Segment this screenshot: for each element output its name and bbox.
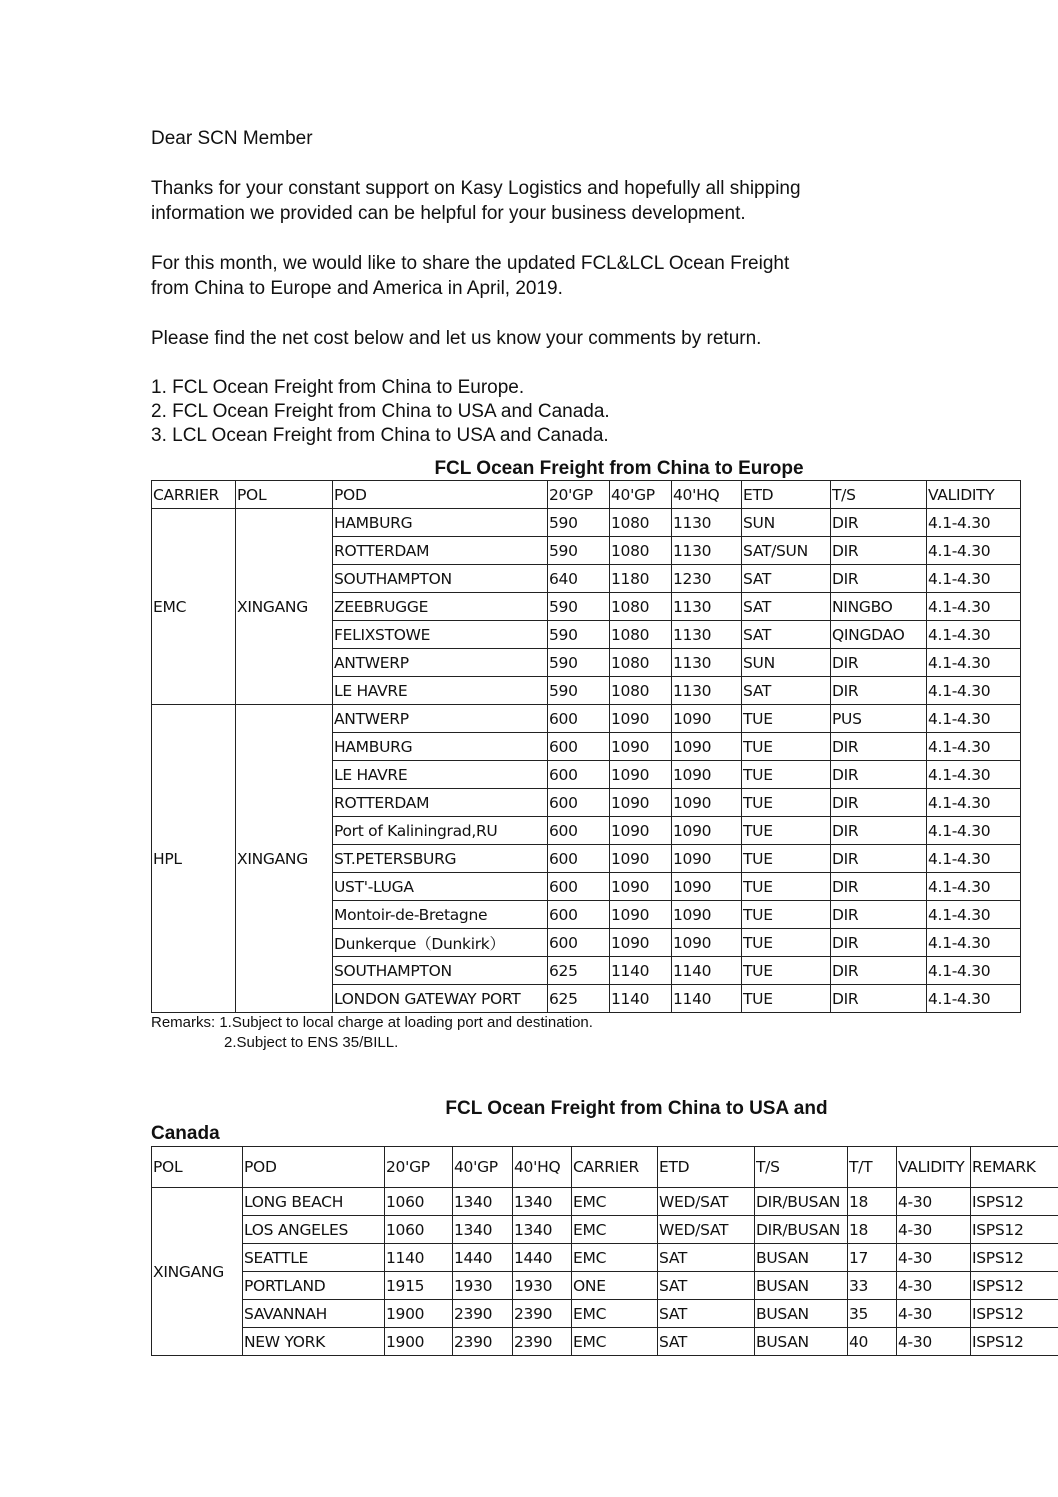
table-header-row (152, 1147, 1058, 1188)
column-header: 40'GP (610, 481, 672, 509)
table-cell: 4-30 (897, 1244, 971, 1272)
table-cell: 1900 (385, 1328, 453, 1356)
pol-cell: XINGANG (236, 509, 333, 705)
table-cell: LOS ANGELES (243, 1216, 385, 1244)
table-cell: 17 (848, 1244, 897, 1272)
list-item: 2. FCL Ocean Freight from China to USA and Canada. (151, 401, 610, 422)
table-cell: DIR (831, 957, 927, 985)
table-cell: DIR (831, 761, 927, 789)
column-header: VALIDITY (927, 481, 1021, 509)
table-row (152, 1328, 1058, 1356)
table-cell: 1340 (453, 1188, 513, 1216)
table-cell: 4.1-4.30 (927, 677, 1021, 705)
table-cell: 600 (548, 733, 610, 761)
table-cell: 4.1-4.30 (927, 537, 1021, 565)
table-cell: SAT (658, 1244, 755, 1272)
table-cell: 1090 (610, 761, 672, 789)
table-cell: ST.PETERSBURG (333, 845, 548, 873)
usa-table-title: FCL Ocean Freight from China to USA and (445, 1098, 828, 1119)
europe-rate-table (151, 480, 1021, 1013)
thanks-line: Thanks for your constant support on Kasy Logistics and hopefully all shipping (151, 178, 801, 199)
table-cell: BUSAN (755, 1328, 848, 1356)
table-cell: SAT (658, 1272, 755, 1300)
table-cell: SUN (742, 509, 831, 537)
table-cell: TUE (742, 761, 831, 789)
table-cell: 40 (848, 1328, 897, 1356)
table-cell: 1130 (672, 649, 742, 677)
column-header: VALIDITY (897, 1147, 971, 1188)
column-header: 20'GP (385, 1147, 453, 1188)
table-cell: SAT (658, 1300, 755, 1328)
table-cell: 1130 (672, 593, 742, 621)
table-cell: 1340 (513, 1188, 572, 1216)
table-cell: ISPS12 (971, 1188, 1058, 1216)
table-cell: 1140 (385, 1244, 453, 1272)
table-cell: 35 (848, 1300, 897, 1328)
table-cell: 1090 (610, 845, 672, 873)
table-cell: HAMBURG (333, 509, 548, 537)
table-cell: 4-30 (897, 1216, 971, 1244)
europe-table-title: FCL Ocean Freight from China to Europe (434, 458, 804, 479)
table-cell: 4.1-4.30 (927, 565, 1021, 593)
table-cell: 1090 (672, 733, 742, 761)
table-row (152, 509, 1021, 537)
table-row (152, 705, 1021, 733)
table-cell: 1900 (385, 1300, 453, 1328)
table-cell: 4.1-4.30 (927, 705, 1021, 733)
table-cell: 590 (548, 621, 610, 649)
thanks-line: information we provided can be helpful for your business development. (151, 203, 746, 224)
table-cell: 1230 (672, 565, 742, 593)
table-cell: 1090 (672, 873, 742, 901)
table-cell: EMC (572, 1188, 658, 1216)
table-cell: 4.1-4.30 (927, 621, 1021, 649)
column-header: POL (236, 481, 333, 509)
table-cell: 600 (548, 789, 610, 817)
table-cell: HAMBURG (333, 733, 548, 761)
table-cell: 4.1-4.30 (927, 733, 1021, 761)
column-header: T/T (848, 1147, 897, 1188)
table-cell: NINGBO (831, 593, 927, 621)
table-cell: 590 (548, 677, 610, 705)
table-row (152, 1216, 1058, 1244)
table-cell: 2390 (453, 1328, 513, 1356)
table-cell: 4-30 (897, 1328, 971, 1356)
table-cell: ANTWERP (333, 705, 548, 733)
table-cell: DIR (831, 985, 927, 1013)
table-cell: 1090 (610, 733, 672, 761)
table-cell: BUSAN (755, 1300, 848, 1328)
column-header: 40'HQ (513, 1147, 572, 1188)
table-cell: ISPS12 (971, 1328, 1058, 1356)
table-cell: ISPS12 (971, 1216, 1058, 1244)
table-cell: 1090 (672, 929, 742, 957)
table-cell: DIR (831, 789, 927, 817)
table-cell: SOUTHAMPTON (333, 565, 548, 593)
table-cell: 18 (848, 1188, 897, 1216)
greeting: Dear SCN Member (151, 128, 313, 149)
table-cell: TUE (742, 817, 831, 845)
table-cell: 600 (548, 845, 610, 873)
column-header: ETD (742, 481, 831, 509)
table-cell: EMC (572, 1300, 658, 1328)
table-cell: 590 (548, 649, 610, 677)
table-cell: ROTTERDAM (333, 789, 548, 817)
table-cell: FELIXSTOWE (333, 621, 548, 649)
column-header: POD (333, 481, 548, 509)
table-cell: ONE (572, 1272, 658, 1300)
table-cell: LONDON GATEWAY PORT (333, 985, 548, 1013)
table-cell: TUE (742, 733, 831, 761)
table-cell: 590 (548, 537, 610, 565)
pol-cell: XINGANG (236, 705, 333, 1013)
table-cell: Port of Kaliningrad,RU (333, 817, 548, 845)
table-cell: SUN (742, 649, 831, 677)
table-cell: 1130 (672, 537, 742, 565)
table-cell: 1090 (672, 817, 742, 845)
table-cell: DIR (831, 677, 927, 705)
table-cell: 1140 (672, 957, 742, 985)
table-cell: ISPS12 (971, 1272, 1058, 1300)
table-cell: 625 (548, 957, 610, 985)
list-item: 3. LCL Ocean Freight from China to USA and Canada. (151, 425, 609, 446)
table-cell: 600 (548, 761, 610, 789)
table-cell: DIR (831, 845, 927, 873)
table-cell: 1090 (672, 845, 742, 873)
table-cell: LE HAVRE (333, 761, 548, 789)
table-cell: TUE (742, 873, 831, 901)
column-header: POL (152, 1147, 243, 1188)
table-cell: 1915 (385, 1272, 453, 1300)
table-cell: BUSAN (755, 1272, 848, 1300)
table-cell: 1140 (610, 957, 672, 985)
table-cell: 1090 (610, 873, 672, 901)
table-cell: 4.1-4.30 (927, 817, 1021, 845)
carrier-cell: HPL (152, 705, 236, 1013)
table-cell: SAT/SUN (742, 537, 831, 565)
table-cell: DIR/BUSAN (755, 1216, 848, 1244)
table-cell: DIR (831, 901, 927, 929)
table-row (152, 1188, 1058, 1216)
table-cell: TUE (742, 789, 831, 817)
table-cell: 4-30 (897, 1300, 971, 1328)
table-cell: 1080 (610, 509, 672, 537)
table-cell: 1930 (513, 1272, 572, 1300)
table-cell: 600 (548, 901, 610, 929)
table-cell: SOUTHAMPTON (333, 957, 548, 985)
table-cell: SAT (658, 1328, 755, 1356)
table-cell: TUE (742, 985, 831, 1013)
find-paragraph: Please find the net cost below and let us know your comments by return. (151, 328, 762, 349)
share-line: from China to Europe and America in April, 2019. (151, 278, 563, 299)
remark-line: Remarks: 1.Subject to local charge at loading port and destination. (151, 1014, 593, 1031)
table-cell: PORTLAND (243, 1272, 385, 1300)
table-cell: EMC (572, 1328, 658, 1356)
table-cell: Montoir-de-Bretagne (333, 901, 548, 929)
table-cell: 4.1-4.30 (927, 761, 1021, 789)
column-header: 40'GP (453, 1147, 513, 1188)
table-cell: UST'-LUGA (333, 873, 548, 901)
table-cell: 625 (548, 985, 610, 1013)
table-cell: 600 (548, 817, 610, 845)
table-cell: 600 (548, 705, 610, 733)
table-cell: SAT (742, 593, 831, 621)
table-cell: NEW YORK (243, 1328, 385, 1356)
table-cell: 600 (548, 873, 610, 901)
table-cell: 4.1-4.30 (927, 509, 1021, 537)
list-item: 1. FCL Ocean Freight from China to Europe. (151, 377, 525, 398)
table-cell: WED/SAT (658, 1216, 755, 1244)
table-cell: DIR (831, 649, 927, 677)
column-header: ETD (658, 1147, 755, 1188)
table-cell: DIR (831, 537, 927, 565)
table-cell: 600 (548, 929, 610, 957)
table-cell: 1130 (672, 509, 742, 537)
table-cell: 640 (548, 565, 610, 593)
table-cell: SAVANNAH (243, 1300, 385, 1328)
table-cell: DIR (831, 817, 927, 845)
table-cell: BUSAN (755, 1244, 848, 1272)
usa-section (151, 1098, 1058, 1356)
table-cell: 1090 (610, 901, 672, 929)
table-cell: 1090 (672, 901, 742, 929)
share-paragraph (151, 251, 1031, 301)
table-cell: DIR (831, 873, 927, 901)
column-header: T/S (831, 481, 927, 509)
column-header: CARRIER (572, 1147, 658, 1188)
table-cell: DIR/BUSAN (755, 1188, 848, 1216)
table-cell: 4.1-4.30 (927, 957, 1021, 985)
table-cell: 4.1-4.30 (927, 929, 1021, 957)
table-cell: LE HAVRE (333, 677, 548, 705)
table-cell: EMC (572, 1216, 658, 1244)
table-cell: 1080 (610, 621, 672, 649)
table-cell: 4.1-4.30 (927, 873, 1021, 901)
table-cell: 590 (548, 593, 610, 621)
remark-line: 2.Subject to ENS 35/BILL. (224, 1034, 399, 1051)
table-cell: 4.1-4.30 (927, 649, 1021, 677)
contents-list (151, 376, 1031, 448)
table-cell: TUE (742, 957, 831, 985)
usa-rate-table (151, 1146, 1058, 1356)
table-cell: 1440 (453, 1244, 513, 1272)
column-header: REMARK (971, 1147, 1058, 1188)
table-cell: 1140 (672, 985, 742, 1013)
table-cell: 1060 (385, 1188, 453, 1216)
table-cell: 4.1-4.30 (927, 789, 1021, 817)
table-cell: 1140 (610, 985, 672, 1013)
table-cell: SAT (742, 677, 831, 705)
table-cell: Dunkerque（Dunkirk） (333, 929, 548, 957)
table-cell: 4.1-4.30 (927, 985, 1021, 1013)
table-cell: 1130 (672, 621, 742, 649)
column-header: 40'HQ (672, 481, 742, 509)
table-cell: 1080 (610, 677, 672, 705)
share-line: For this month, we would like to share the updated FCL&LCL Ocean Freight (151, 253, 790, 274)
table-cell: 4.1-4.30 (927, 845, 1021, 873)
table-cell: 1090 (610, 705, 672, 733)
column-header: T/S (755, 1147, 848, 1188)
table-cell: 1090 (672, 705, 742, 733)
column-header: CARRIER (152, 481, 236, 509)
table-cell: ANTWERP (333, 649, 548, 677)
table-cell: 1090 (610, 789, 672, 817)
table-row (152, 1272, 1058, 1300)
table-cell: 2390 (513, 1300, 572, 1328)
table-cell: 590 (548, 509, 610, 537)
table-header-row (152, 481, 1021, 509)
table-cell: 2390 (453, 1300, 513, 1328)
column-header: POD (243, 1147, 385, 1188)
table-cell: 1090 (672, 789, 742, 817)
table-cell: 2390 (513, 1328, 572, 1356)
table-cell: DIR (831, 929, 927, 957)
pol-cell: XINGANG (152, 1188, 243, 1356)
table-cell: PUS (831, 705, 927, 733)
table-cell: TUE (742, 845, 831, 873)
table-cell: 1090 (610, 817, 672, 845)
table-cell: 1090 (672, 761, 742, 789)
table-cell: 1090 (610, 929, 672, 957)
table-cell: 1340 (513, 1216, 572, 1244)
table-cell: ZEEBRUGGE (333, 593, 548, 621)
table-cell: SAT (742, 621, 831, 649)
table-cell: QINGDAO (831, 621, 927, 649)
table-cell: TUE (742, 929, 831, 957)
table-cell: 4-30 (897, 1272, 971, 1300)
table-cell: 1080 (610, 593, 672, 621)
table-cell: 4.1-4.30 (927, 593, 1021, 621)
table-cell: 1080 (610, 537, 672, 565)
table-cell: EMC (572, 1244, 658, 1272)
table-cell: ISPS12 (971, 1300, 1058, 1328)
table-cell: LONG BEACH (243, 1188, 385, 1216)
table-cell: SEATTLE (243, 1244, 385, 1272)
table-cell: 4-30 (897, 1188, 971, 1216)
table-row (152, 1300, 1058, 1328)
table-cell: DIR (831, 733, 927, 761)
table-cell: WED/SAT (658, 1188, 755, 1216)
table-cell: 33 (848, 1272, 897, 1300)
table-cell: 1060 (385, 1216, 453, 1244)
table-cell: 1930 (453, 1272, 513, 1300)
table-cell: DIR (831, 565, 927, 593)
thanks-paragraph (151, 176, 1031, 226)
table-cell: ISPS12 (971, 1244, 1058, 1272)
table-cell: ROTTERDAM (333, 537, 548, 565)
table-cell: SAT (742, 565, 831, 593)
table-cell: DIR (831, 509, 927, 537)
table-cell: 4.1-4.30 (927, 901, 1021, 929)
table-cell: TUE (742, 901, 831, 929)
table-cell: 1180 (610, 565, 672, 593)
table-cell: 1440 (513, 1244, 572, 1272)
usa-table-title-continued: Canada (151, 1123, 220, 1144)
table-cell: 1130 (672, 677, 742, 705)
letter-page (151, 126, 1031, 448)
carrier-cell: EMC (152, 509, 236, 705)
europe-section (151, 458, 1020, 1053)
table-cell: 18 (848, 1216, 897, 1244)
column-header: 20'GP (548, 481, 610, 509)
table-cell: 1340 (453, 1216, 513, 1244)
table-cell: TUE (742, 705, 831, 733)
table-row (152, 1244, 1058, 1272)
table-cell: 1080 (610, 649, 672, 677)
